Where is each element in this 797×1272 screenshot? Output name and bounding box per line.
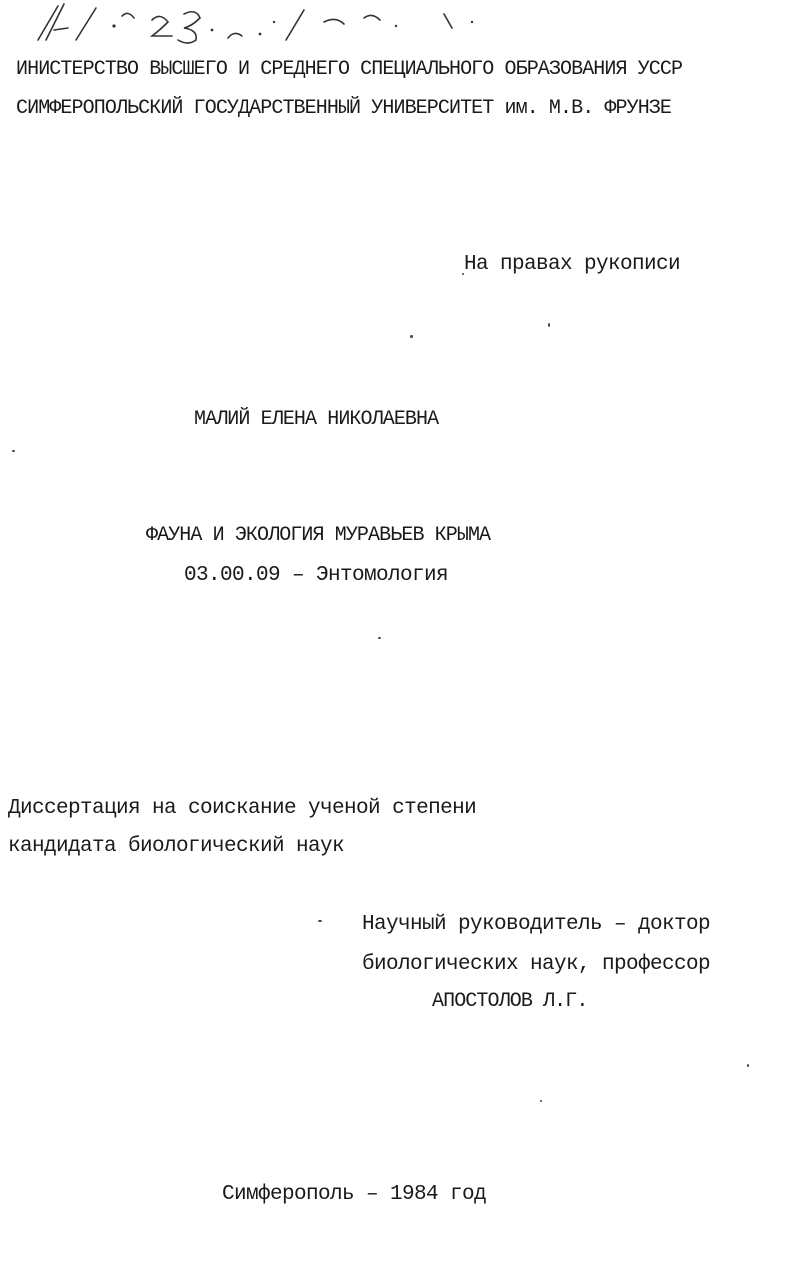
manuscript-note: На правах рукописи <box>464 253 681 276</box>
scan-speck <box>747 1064 749 1067</box>
ministry-header: ИНИСТЕРСТВО ВЫСШЕГО И СРЕДНЕГО СПЕЦИАЛЬНОГО ОБРАЗОВАНИЯ УССР <box>16 58 683 81</box>
scan-speck <box>12 450 15 452</box>
handwritten-annotation <box>24 0 494 58</box>
scan-speck <box>548 323 550 327</box>
supervisor-line-1: Научный руководитель – доктор <box>362 913 711 936</box>
scan-speck <box>462 273 464 275</box>
supervisor-name: АПОСТОЛОВ Л.Г. <box>432 990 588 1013</box>
author-name: МАЛИЙ ЕЛЕНА НИКОЛАЕВНА <box>194 408 439 431</box>
scan-speck <box>378 637 381 639</box>
specialty-code: 03.00.09 – Энтомология <box>184 564 449 587</box>
degree-statement-line-2: кандидата биологический наук <box>8 835 345 858</box>
supervisor-line-2: биологических наук, профессор <box>362 953 711 976</box>
dissertation-title: ФАУНА И ЭКОЛОГИЯ МУРАВЬЕВ КРЫМА <box>146 524 491 547</box>
university-header: СИМФЕРОПОЛЬСКИЙ ГОСУДАРСТВЕННЫЙ УНИВЕРСИТЕТ им. М.В. ФРУНЗЕ <box>16 97 672 120</box>
place-and-year: Симферополь – 1984 год <box>222 1183 487 1206</box>
scan-speck <box>410 335 413 338</box>
scan-speck <box>318 920 322 922</box>
degree-statement-line-1: Диссертация на соискание ученой степени <box>8 797 477 820</box>
scan-speck <box>540 1100 542 1102</box>
